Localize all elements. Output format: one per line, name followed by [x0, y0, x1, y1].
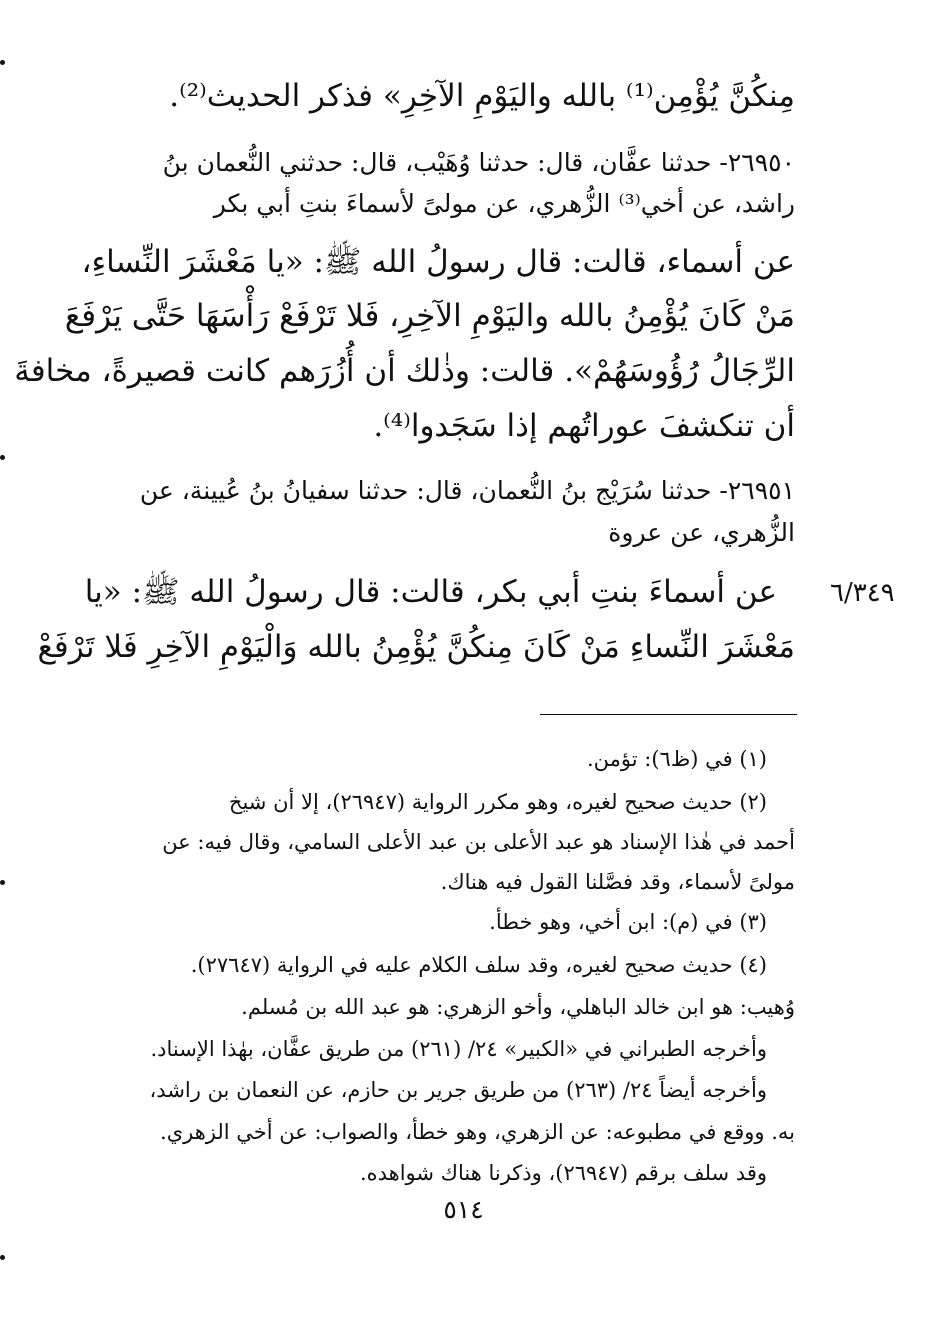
footnote-divider [540, 714, 797, 715]
main-text-line: عن أسماءَ بنتِ أبي بكر، قالت: قال رسولُ الله ﷺ: «يا [84, 574, 777, 610]
main-text-line: مِنكُنَّ يُؤْمِن⁽¹⁾ بالله واليَوْمِ الآخِرِ» فذكر الحديث⁽²⁾. [169, 78, 795, 114]
main-text-line: الرِّجَالُ رُؤُوسَهُمْ». قالت: وذٰلك أن أُزُرَهم كانت قصيرةً، مخافةَ [14, 353, 795, 389]
main-text-line: مَنْ كَانَ يُؤْمِنُ بالله واليَوْمِ الآخِرِ، فَلا تَرْفَعْ رَأْسَهَا حَتَّى يَرْفَعَ [64, 298, 795, 334]
margin-reference: ٦/٣٤٩ [830, 578, 895, 608]
footnote-line: وأخرجه الطبراني في «الكبير» ٢٤/ (٢٦١) من طريق عفَّان، بهٰذا الإسناد. [150, 1037, 767, 1061]
footnote-line: وُهيب: هو ابن خالد الباهلي، وأخو الزهري: هو عبد الله بن مُسلم. [241, 995, 795, 1019]
footnote-line: (٤) حديث صحيح لغيره، وقد سلف الكلام عليه في الرواية (٢٧٦٤٧). [190, 953, 767, 977]
main-text-line: مَعْشَرَ النِّساءِ مَنْ كَانَ مِنكُنَّ يُؤْمِنُ بالله وَالْيَوْمِ الآخِرِ فَلا تَرْفَعْ [37, 629, 795, 665]
hadith-chain-line: ٢٦٩٥٠- حدثنا عفَّان، قال: حدثنا وُهَيْب، قال: حدثني النُّعمان بنُ [162, 148, 795, 177]
footnote-line: (٣) في (م): ابن أخي، وهو خطأ. [489, 910, 767, 934]
hadith-chain-line: راشد، عن أخي⁽³⁾ الزُّهري، عن مولىً لأسماءَ بنتِ أبي بكر [213, 189, 795, 218]
footnote-line: وأخرجه أيضاً ٢٤/ (٢٦٣) من طريق جرير بن حازم، عن النعمان بن راشد، [149, 1078, 767, 1102]
hadith-chain-line: ٢٦٩٥١- حدثنا سُرَيْج بنُ النُّعمان، قال: حدثنا سفيانُ بنُ عُيينة، عن [139, 476, 795, 505]
footnote-line: (٢) حديث صحيح لغيره، وهو مكرر الرواية (٢٦٩٤٧)، إلا أن شيخ [228, 790, 767, 814]
hadith-chain-line: الزُّهري، عن عروة [608, 518, 795, 547]
footnote-line: وقد سلف برقم (٢٦٩٤٧)، وذكرنا هناك شواهده. [359, 1161, 767, 1185]
page-number: ٥١٤ [443, 1195, 484, 1224]
footnote-line: مولىً لأسماء، وقد فصَّلنا القول فيه هناك. [440, 870, 795, 894]
footnote-line: به. ووقع في مطبوعه: عن الزهري، وهو خطأ، والصواب: عن أخي الزهري. [160, 1120, 795, 1144]
scan-mark [0, 880, 5, 885]
main-text-line: أن تنكشفَ عوراتُهم إذا سَجَدوا⁽⁴⁾. [373, 408, 795, 444]
footnote-line: (١) في (ظ٦): تؤمن. [586, 747, 767, 771]
scan-mark [0, 455, 5, 460]
main-text-line: عن أسماء، قالت: قال رسولُ الله ﷺ: «يا مَعْشَرَ النِّساءِ، [81, 244, 795, 280]
footnote-line: أحمد في هٰذا الإسناد هو عبد الأعلى بن عبد الأعلى السامي، وقال فيه: عن [162, 830, 795, 854]
scan-mark [0, 1255, 5, 1260]
scan-mark [0, 60, 5, 65]
